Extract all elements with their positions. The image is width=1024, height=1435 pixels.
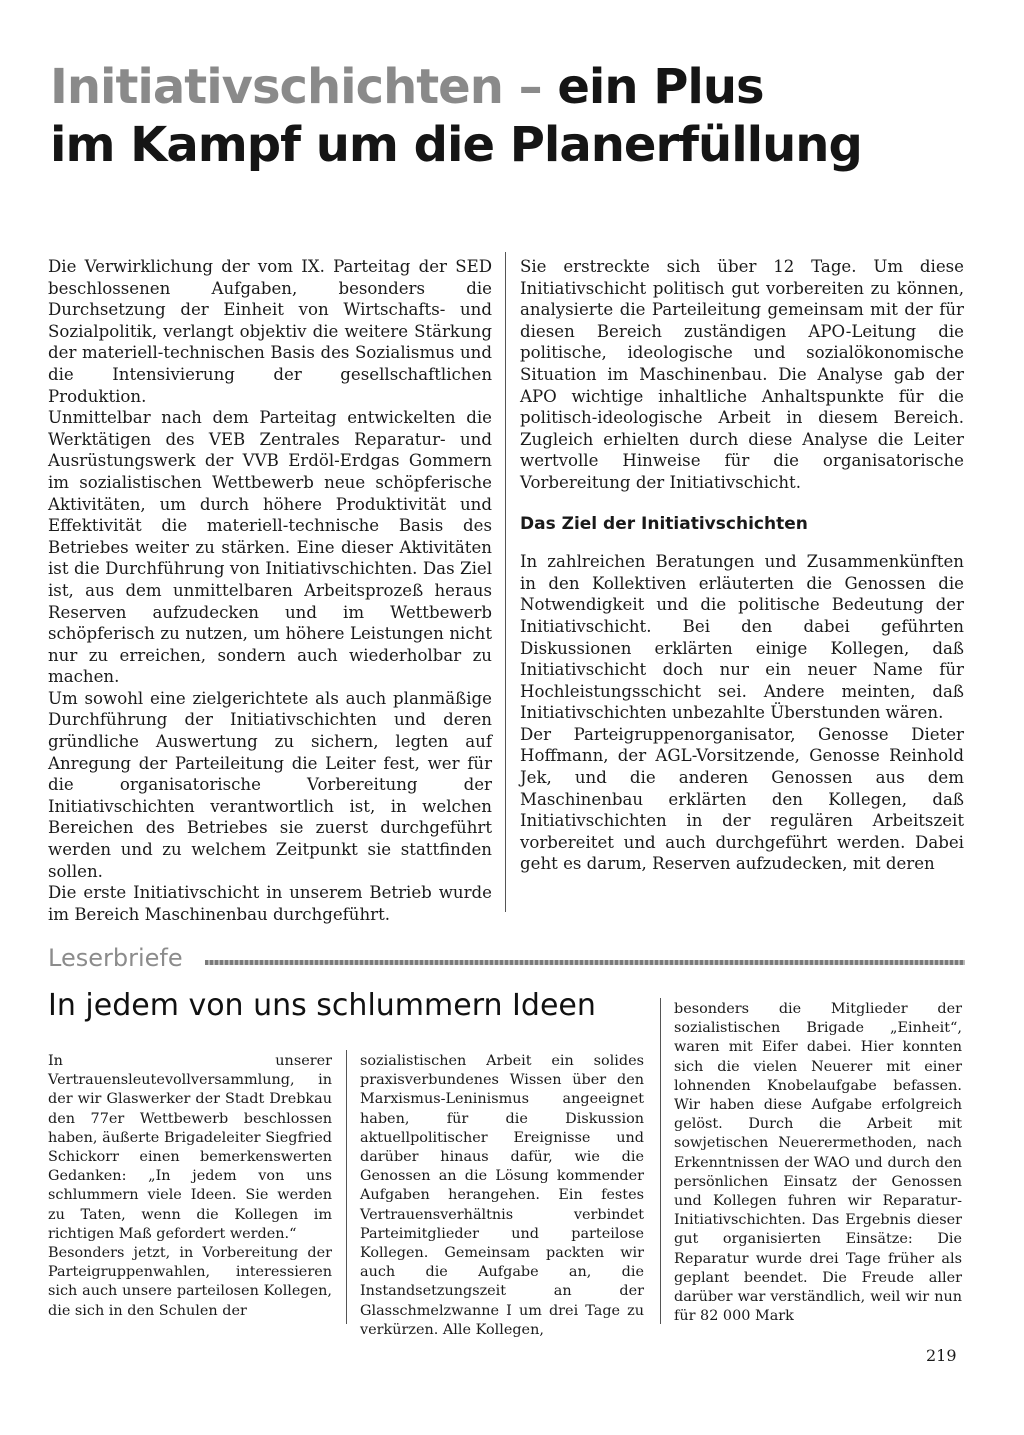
- headline-line2: im Kampf um die Planerfüllung: [50, 117, 862, 173]
- article-paragraph: Unmittelbar nach dem Parteitag entwickelten die Werktätigen des VEB Zentrales Reparatur- und Ausrüstungswerk der VVB Erdöl-Erdgas Gommern im sozialistischen Wettbewerb neue schöpferische Aktivitäten, um durch höhere Produktivität und Effektivität die materiell-technische Basis des Betriebes weiter zu stärken. Eine dieser Aktivitäten ist die Durchführung von Initiativschichten. Das Ziel ist, aus dem unmittelbaren Arbeitsprozeß heraus Reserven aufzudecken und im Wettbewerb schöpferisch zu nutzen, um höhere Leistungen nicht nur zu erreichen, sondern auch wiederholbar zu machen.: [48, 408, 492, 687]
- article-paragraph: Um sowohl eine zielgerichtete als auch planmäßige Durchführung der Initiativschichten und deren gründliche Auswertung zu sichern, legten auf Anregung der Parteileitung die Leiter fest, wer für die organisatorische Vorbereitung der Initiativschichten verantwortlich ist, in welchen Bereichen des Betriebes sie zuerst durchgeführt werden und zu welchem Zeitpunkt sie stattfinden sollen.: [48, 688, 492, 881]
- letter-column-divider: [660, 998, 661, 1324]
- letter-paragraph: Besonders jetzt, in Vorbereitung der Parteigruppenwahlen, interessieren sich auch unsere parteilosen Kollegen, die sich in den Schulen der: [48, 1245, 332, 1319]
- article-paragraph: Der Parteigruppenorganisator, Genosse Dieter Hoffmann, der AGL-Vorsitzende, Genosse Reinhold Jek, und die anderen Genossen aus dem Maschinenbau erklärten den Kollegen, daß Initiativschichten in der regulären Arbeitszeit vorbereitet und auch durchgeführt werden. Dabei geht es darum, Reserven aufzudecken, mit deren: [520, 724, 964, 874]
- article-paragraph: Sie erstreckte sich über 12 Tage. Um diese Initiativschicht politisch gut vorbereiten zu können, analysierte die Parteileitung gemeinsam mit der für diesen Bereich zuständigen APO-Leitung die politische, ideologische und sozialökonomische Situation im Maschinenbau. Die Analyse gab der APO wichtige inhaltliche Anhaltspunkte für die politisch-ideologische Arbeit in diesem Bereich. Zugleich erhielten durch diese Analyse die Leiter wertvolle Hinweise für die organisatorische Vorbereitung der Initiativschicht.: [520, 257, 964, 492]
- article-paragraph: Die erste Initiativschicht in unserem Betrieb wurde im Bereich Maschinenbau durchgeführt.: [48, 883, 492, 924]
- page-number: 219: [926, 1346, 957, 1365]
- letter-column-3: [674, 1000, 962, 1326]
- letter-column-2: [360, 1052, 644, 1340]
- column-divider: [505, 252, 506, 912]
- headline: [50, 58, 970, 174]
- section-rule: [205, 960, 965, 965]
- headline-dash: –: [502, 59, 558, 115]
- article-subheading: Das Ziel der Initiativschichten: [520, 513, 808, 534]
- letter-column-1: [48, 1052, 332, 1321]
- letter-column-divider: [346, 1050, 347, 1324]
- letter-title: In jedem von uns schlummern Ideen: [48, 988, 596, 1023]
- article-paragraph: Die Verwirklichung der vom IX. Parteitag der SED beschlossenen Aufgaben, besonders die Durchsetzung der Einheit von Wirtschafts- und Sozialpolitik, verlangt objektiv die weitere Stärkung der materiell-technischen Basis des Sozialismus und die Intensivierung der gesellschaftlichen Produktion.: [48, 257, 492, 406]
- article-column-2: [520, 256, 964, 875]
- section-label: Leserbriefe: [48, 944, 183, 972]
- letter-paragraph: besonders die Mitglieder der sozialistischen Brigade „Einheit“, waren mit Eifer dabei. Hier konnten sich die vielen Neuerer mit einer lohnenden Knobelaufgabe befassen. Wir haben diese Aufgabe erfolgreich gelöst. Durch die Arbeit mit sowjetischen Neuerermethoden, nach Erkenntnissen der WAO und durch den persönlichen Einsatz der Genossen und Kollegen fuhren wir Reparatur-Initiativschichten. Das Ergebnis dieser gut organisierten Einsätze: Die Reparatur wurde drei Tage früher als geplant beendet. Die Freude aller darüber war verständlich, weil wir nun für 82 000 Mark: [674, 1001, 962, 1325]
- headline-part1: Initiativschichten: [50, 59, 503, 115]
- article-paragraph: In zahlreichen Beratungen und Zusammenkünften in den Kollektiven erläuterten die Genossen die Notwendigkeit und die politische Bedeutung der Initiativschicht. Bei den dabei geführten Diskussionen erklärten einige Kollegen, daß Initiativschicht doch nur ein neuer Name für Hochleistungsschicht sei. Andere meinten, daß Initiativschichten unbezahlte Überstunden wären.: [520, 552, 964, 723]
- headline-part2: ein Plus: [557, 59, 764, 115]
- letter-paragraph: In unserer Vertrauensleutevollversammlung, in der wir Glaswerker der Stadt Drebkau den 77er Wettbewerb beschlossen haben, äußerte Brigadeleiter Siegfried Schickorr einen bemerkenswerten Gedanken: „In jedem von uns schlummern viele Ideen. Sie werden zu Taten, wenn die Kollegen im richtigen Maß gefordert werden.“: [48, 1053, 332, 1242]
- letter-paragraph: sozialistischen Arbeit ein solides praxisverbundenes Wissen über den Marxismus-Leninismus angeeignet haben, für die Diskussion aktuellpolitischer Ereignisse und darüber hinaus dafür, wie die Genossen an die Lösung kommender Aufgaben herangehen. Ein festes Vertrauensverhältnis verbindet Parteimitglieder und parteilose Kollegen. Gemeinsam packten wir auch die Aufgabe an, die Instandsetzungszeit an der Glasschmelzwanne I um drei Tage zu verkürzen. Alle Kollegen,: [360, 1053, 644, 1338]
- article-column-1: [48, 256, 492, 925]
